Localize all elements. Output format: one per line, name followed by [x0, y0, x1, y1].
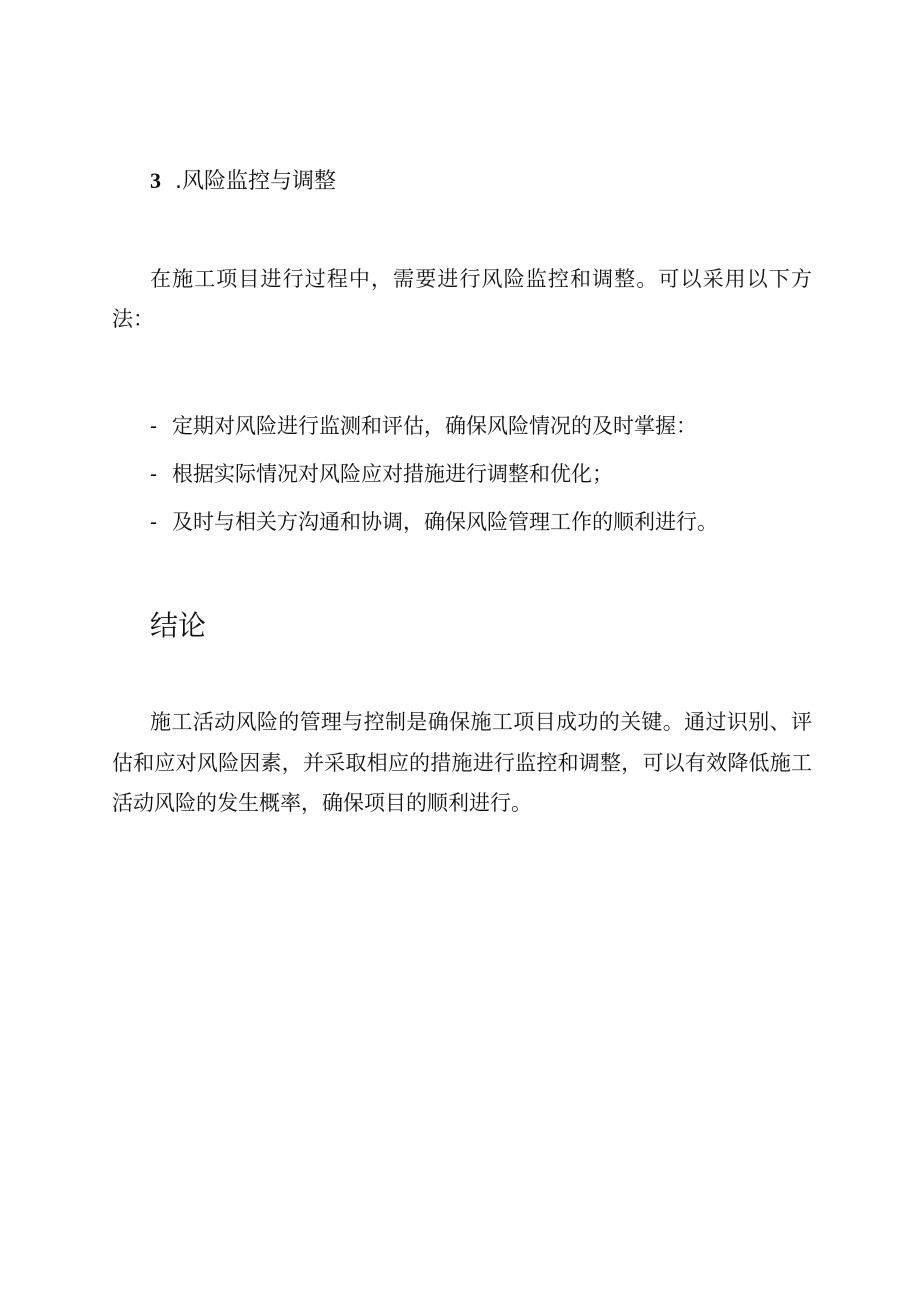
list-dash: - — [150, 414, 158, 438]
intro-paragraph: 在施工项目进行过程中，需要进行风险监控和调整。可以采用以下方法： — [112, 267, 812, 331]
list-item-text: 定期对风险进行监测和评估，确保风险情况的及时掌握： — [172, 414, 697, 438]
section-number: 3 — [150, 168, 161, 193]
list-item-text: 及时与相关方沟通和协调，确保风险管理工作的顺利进行。 — [172, 510, 718, 534]
list-dash: - — [150, 510, 158, 534]
conclusion-heading: 结论 — [150, 609, 207, 642]
list-item — [150, 450, 718, 498]
list-item-text: 根据实际情况对风险应对措施进行调整和优化； — [172, 462, 613, 486]
list-item — [150, 498, 718, 546]
conclusion-paragraph: 施工活动风险的管理与控制是确保施工项目成功的关键。通过识别、评估和应对风险因素，并采取相应的措施进行监控和调整，可以有效降低施工活动风险的发生概率，确保项目的顺利进行。 — [112, 710, 812, 815]
list-item — [150, 402, 718, 450]
methods-list — [150, 402, 718, 546]
section-heading — [150, 163, 336, 200]
section-title: .风险监控与调整 — [175, 169, 336, 194]
list-dash: - — [150, 462, 158, 486]
